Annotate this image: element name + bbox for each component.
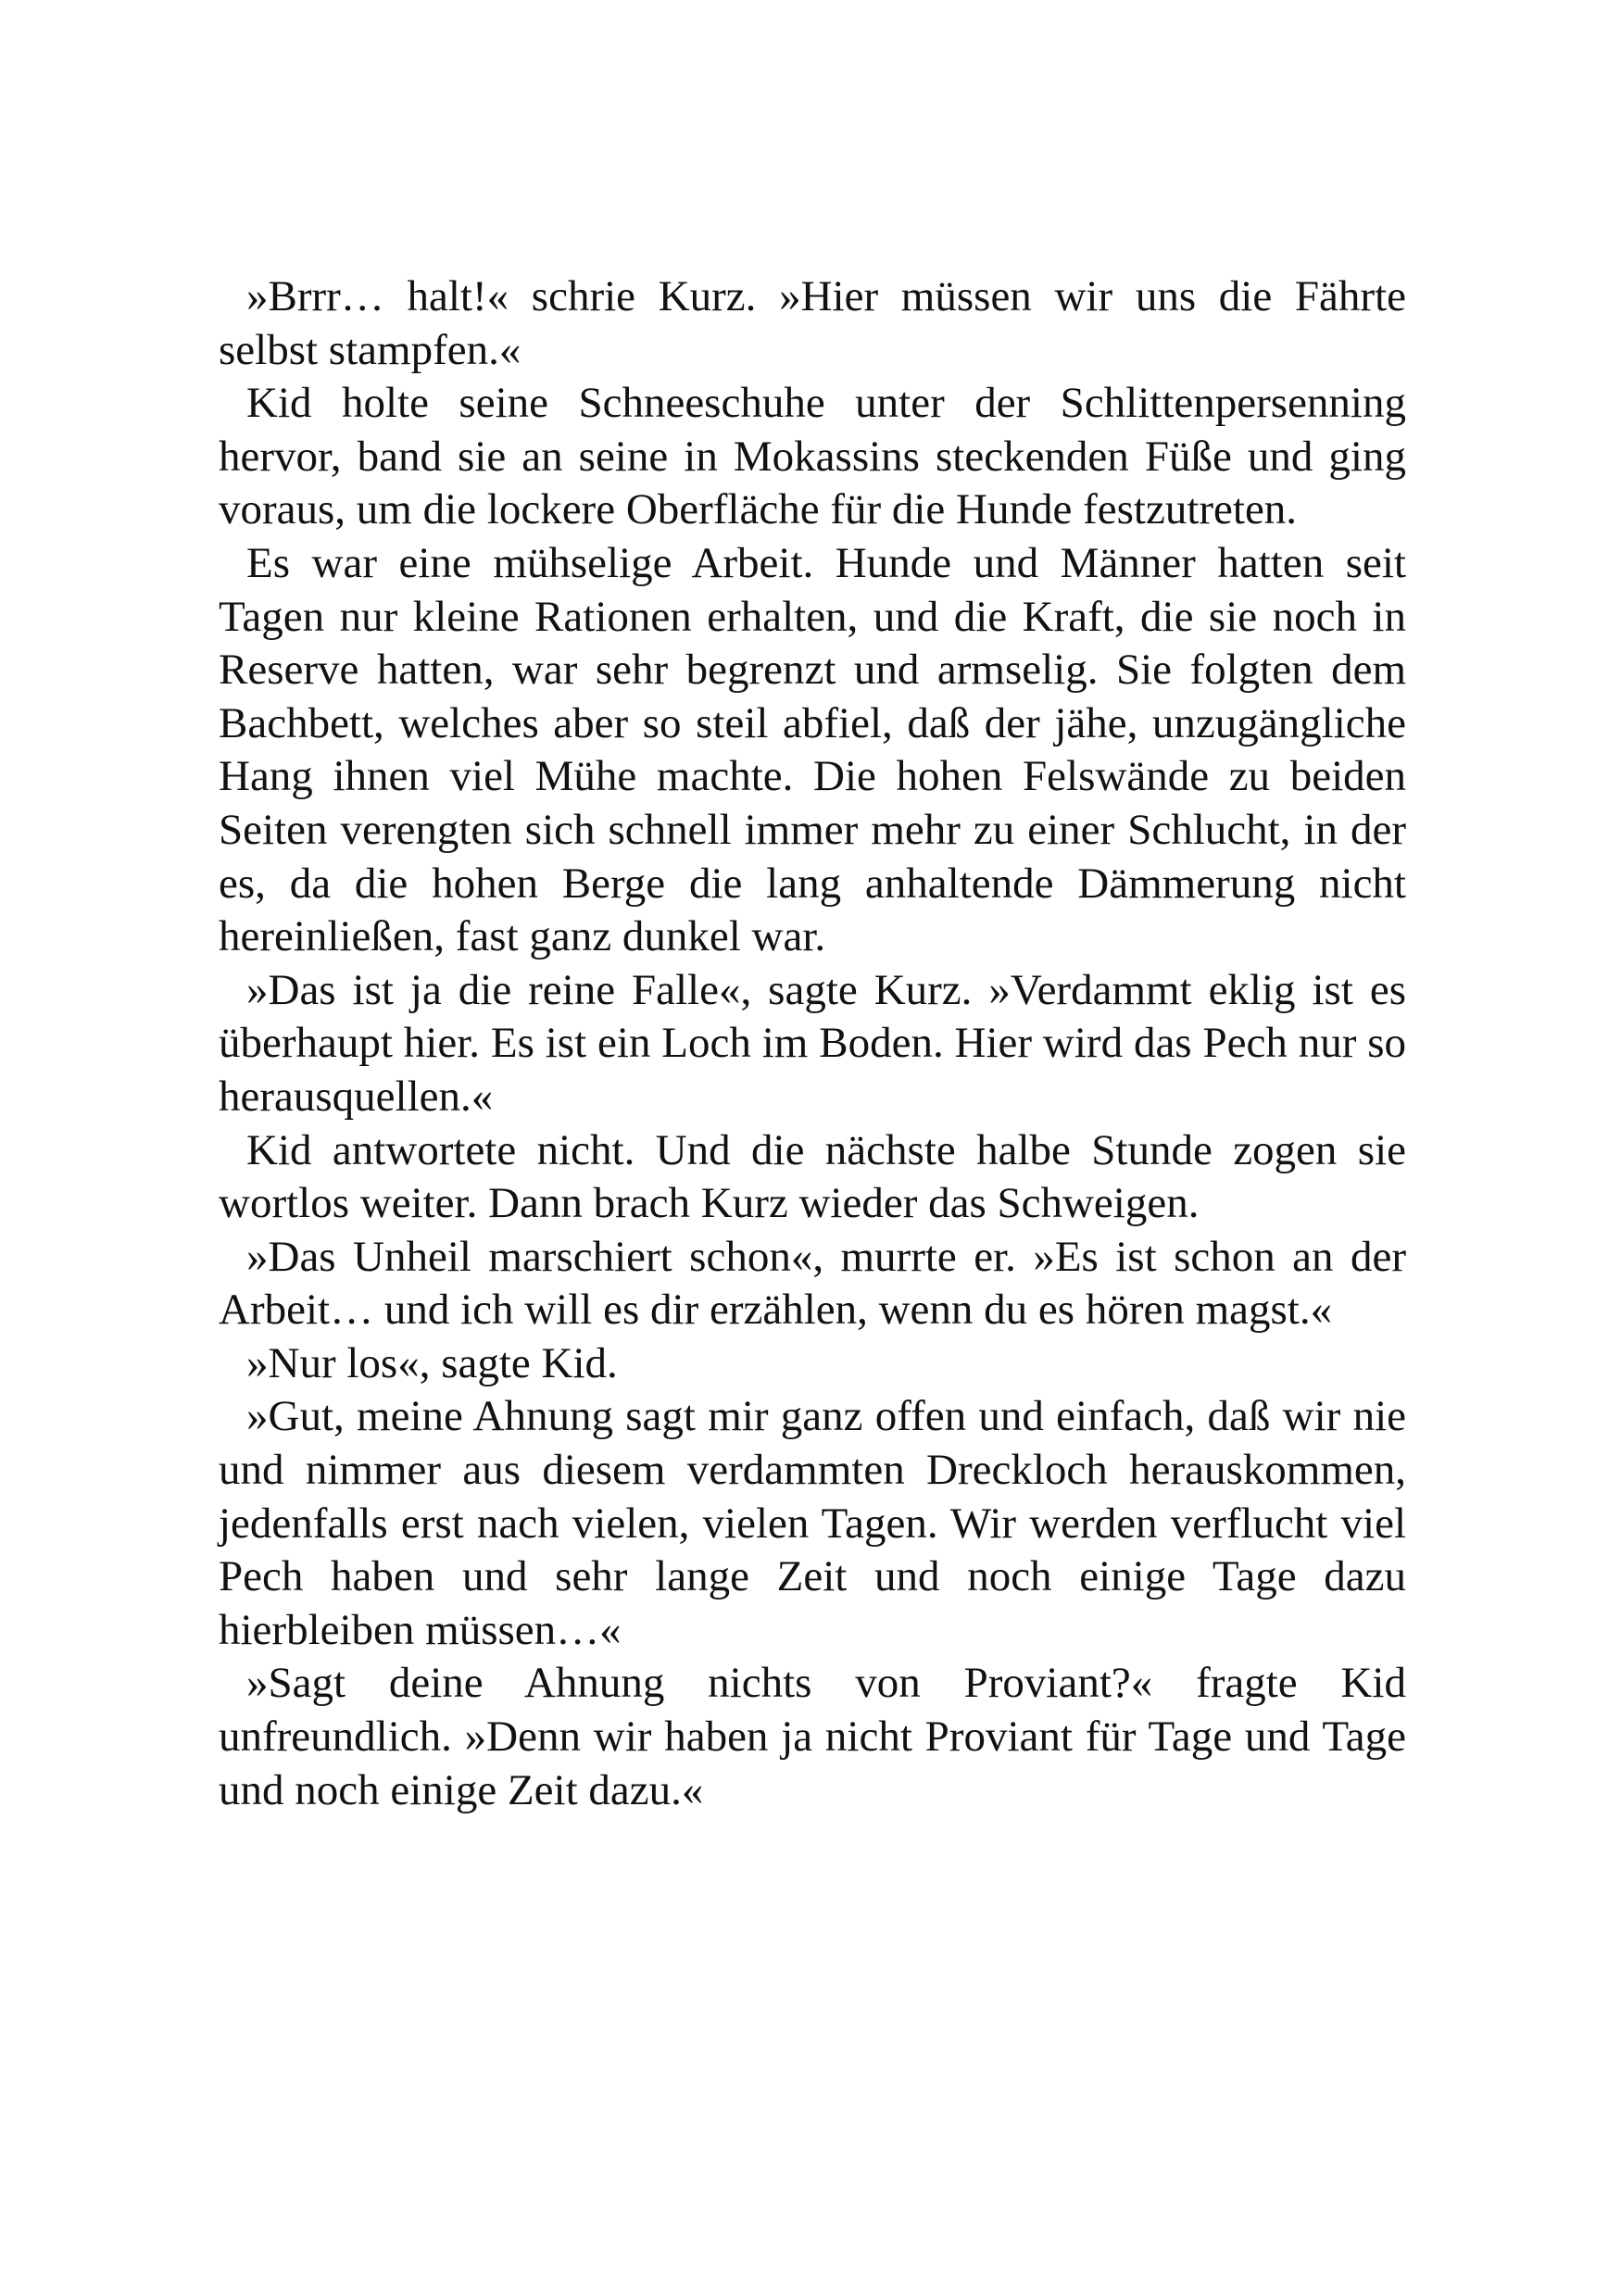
paragraph-8: »Gut, meine Ahnung sagt mir ganz offen und einfach, daß wir nie und nimmer aus diesem verdammten Dreckloch herauskommen, jedenfalls erst nach vielen, vielen Tagen. Wir werden verflucht viel Pech haben und sehr lange Zeit und noch einige Tage dazu hierbleiben müssen…« bbox=[219, 1392, 1406, 1654]
paragraph-7: »Nur los«, sagte Kid. bbox=[246, 1338, 618, 1387]
paragraph-6: »Das Unheil marschiert schon«, murrte er. »Es ist schon an der Arbeit… und ich will es dir erzählen, wenn du es hören magst.« bbox=[219, 1232, 1406, 1335]
paragraph-1: »Brrr… halt!« schrie Kurz. »Hier müssen wir uns die Fährte selbst stampfen.« bbox=[219, 272, 1406, 374]
paragraph-4: »Das ist ja die reine Falle«, sagte Kurz. »Verdammt eklig ist es überhaupt hier. Es ist ein Loch im Boden. Hier wird das Pech nur so herausquellen.« bbox=[219, 965, 1406, 1121]
paragraph-2: Kid holte seine Schneeschuhe unter der Schlittenpersenning hervor, band sie an seine in Mokassins steckenden Füße und ging voraus, um die lockere Oberfläche für die Hunde festzutreten. bbox=[219, 379, 1406, 534]
paragraph-3: Es war eine mühselige Arbeit. Hunde und Männer hatten seit Tagen nur kleine Rationen erhalten, und die Kraft, die sie noch in Reserve hatten, war sehr begrenzt und armselig. Sie folgten dem Bachbett, welches aber so steil abfiel, daß der jähe, unzugängliche Hang ihnen viel Mühe machte. Die hohen Felswände zu beiden Seiten verengten sich schnell immer mehr zu einer Schlucht, in der es, da die hohen Berge die lang anhaltende Dämmerung nicht hereinließen, fast ganz dunkel war. bbox=[219, 538, 1406, 961]
paragraph-9: »Sagt deine Ahnung nichts von Proviant?« fragte Kid unfreundlich. »Denn wir haben ja nicht Proviant für Tage und Tage und noch einige Zeit dazu.« bbox=[219, 1659, 1406, 1814]
paragraph-5: Kid antwortete nicht. Und die nächste halbe Stunde zogen sie wortlos weiter. Dann brach Kurz wieder das Schweigen. bbox=[219, 1125, 1406, 1228]
body-text bbox=[219, 270, 1406, 1817]
